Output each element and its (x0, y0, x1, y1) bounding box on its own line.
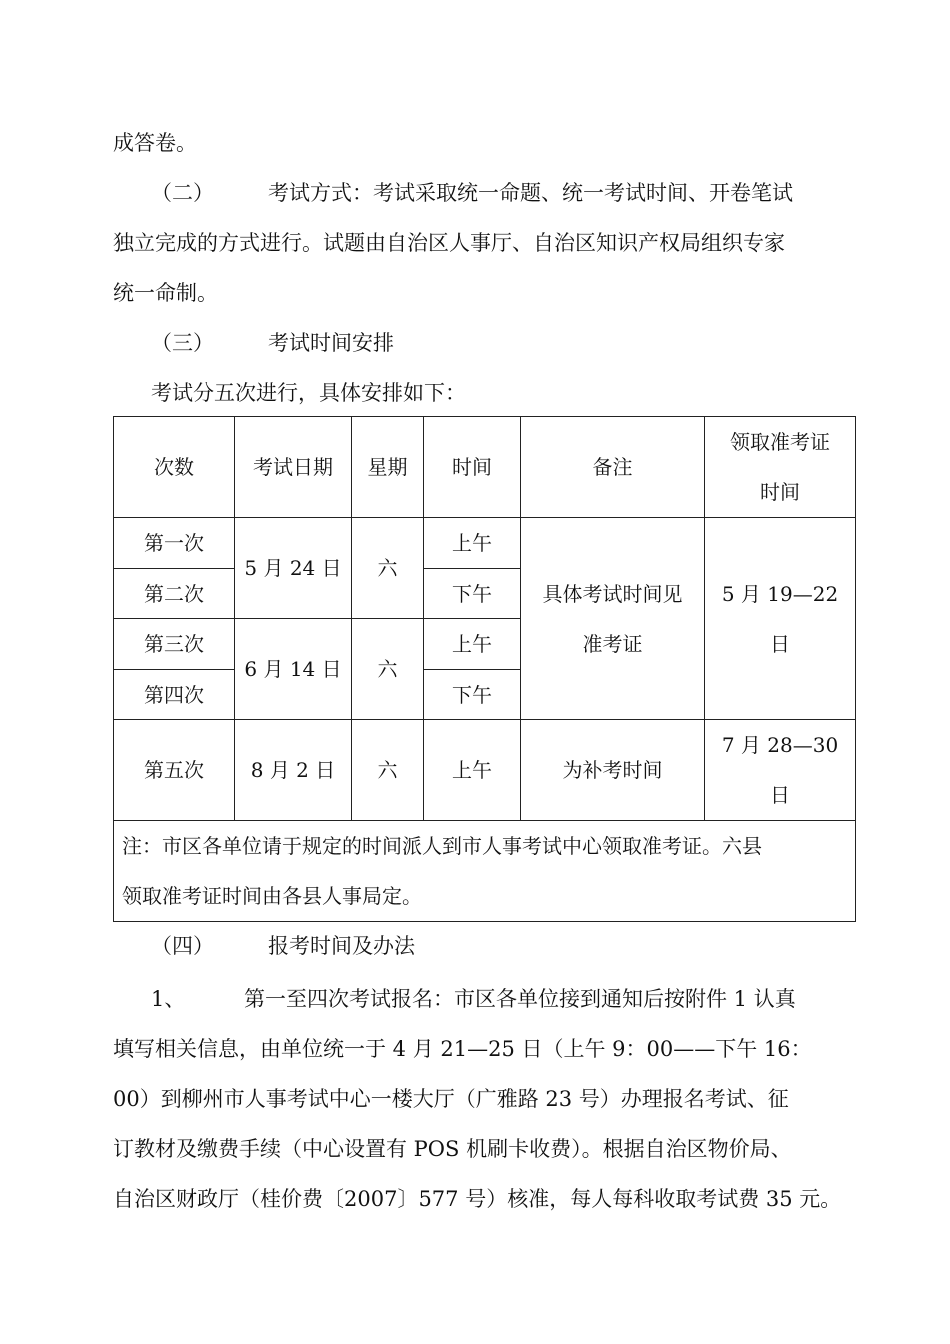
table-footnote (114, 821, 856, 922)
header-date: 考试日期 (235, 417, 352, 518)
row5-ticket-time (705, 720, 856, 821)
item1-line4: 订教材及缴费手续（中心设置有 POS 机刷卡收费）。根据自治区物价局、 (113, 1137, 792, 1161)
footnote-line2: 领取准考证时间由各县人事局定。 (122, 884, 422, 908)
merged-ticket-time (705, 518, 856, 720)
row5-weekday: 六 (352, 720, 424, 821)
header-note: 备注 (521, 417, 705, 518)
merged-note-line2: 准考证 (582, 631, 643, 656)
item1-line5: 自治区财政厅（桂价费〔2007〕577 号）核准，每人每科收取考试费 35 元。 (113, 1187, 842, 1211)
table-row (114, 720, 856, 821)
row4-count: 第四次 (114, 670, 235, 720)
header-count: 次数 (114, 417, 235, 518)
section4-title: 报考时间及办法 (268, 934, 415, 958)
section2-line1: 考试方式：考试采取统一命题、统一考试时间、开卷笔试 (268, 181, 793, 205)
item1-line2: 填写相关信息，由单位统一于 4 月 21—25 日（上午 9：00——下午 16： (113, 1037, 812, 1061)
section4-label: （四） (151, 934, 214, 958)
header-time: 时间 (424, 417, 521, 518)
header-ticket-time (705, 417, 856, 518)
item1-line1: 第一至四次考试报名：市区各单位接到通知后按附件 1 认真 (244, 987, 796, 1011)
row1-time: 上午 (424, 518, 521, 569)
row5-note: 为补考时间 (521, 720, 705, 821)
table-footnote-row (114, 821, 856, 922)
merged-ticket-line1: 5 月 19—22 (721, 581, 839, 606)
merged-note-line1: 具体考试时间见 (542, 581, 683, 606)
group1-date: 5 月 24 日 (235, 518, 352, 619)
row3-time: 上午 (424, 619, 521, 670)
row5-date: 8 月 2 日 (235, 720, 352, 821)
section2-line3: 统一命制。 (113, 281, 218, 305)
item1-label: 1、 (151, 987, 186, 1011)
group2-weekday: 六 (352, 619, 424, 720)
row5-ticket-line2: 日 (770, 783, 790, 807)
merged-note (521, 518, 705, 720)
section3-label: （三） (151, 331, 214, 355)
header-weekday: 星期 (352, 417, 424, 518)
header-ticket-line2: 时间 (760, 480, 800, 504)
footnote-line1: 注：市区各单位请于规定的时间派人到市人事考试中心领取准考证。六县 (122, 834, 762, 858)
intro-tail: 成答卷。 (113, 131, 197, 155)
section3-title: 考试时间安排 (268, 331, 394, 355)
group1-weekday: 六 (352, 518, 424, 619)
row5-time: 上午 (424, 720, 521, 821)
merged-ticket-line2: 日 (770, 631, 790, 656)
table-row (114, 518, 856, 569)
row2-count: 第二次 (114, 569, 235, 619)
item1-line3: 00）到柳州市人事考试中心一楼大厅（广雅路 23 号）办理报名考试、征 (113, 1087, 789, 1111)
header-ticket-line1: 领取准考证 (730, 430, 830, 454)
row3-count: 第三次 (114, 619, 235, 670)
row5-count: 第五次 (114, 720, 235, 821)
row1-count: 第一次 (114, 518, 235, 569)
row4-time: 下午 (424, 670, 521, 720)
section3-intro: 考试分五次进行，具体安排如下： (151, 381, 466, 405)
table-header-row (114, 417, 856, 518)
group2-date: 6 月 14 日 (235, 619, 352, 720)
section2-label: （二） (151, 181, 214, 205)
row5-ticket-line1: 7 月 28—30 (721, 733, 839, 757)
exam-schedule-table (113, 416, 856, 922)
row2-time: 下午 (424, 569, 521, 619)
section2-line2: 独立完成的方式进行。试题由自治区人事厅、自治区知识产权局组织专家 (113, 231, 785, 255)
